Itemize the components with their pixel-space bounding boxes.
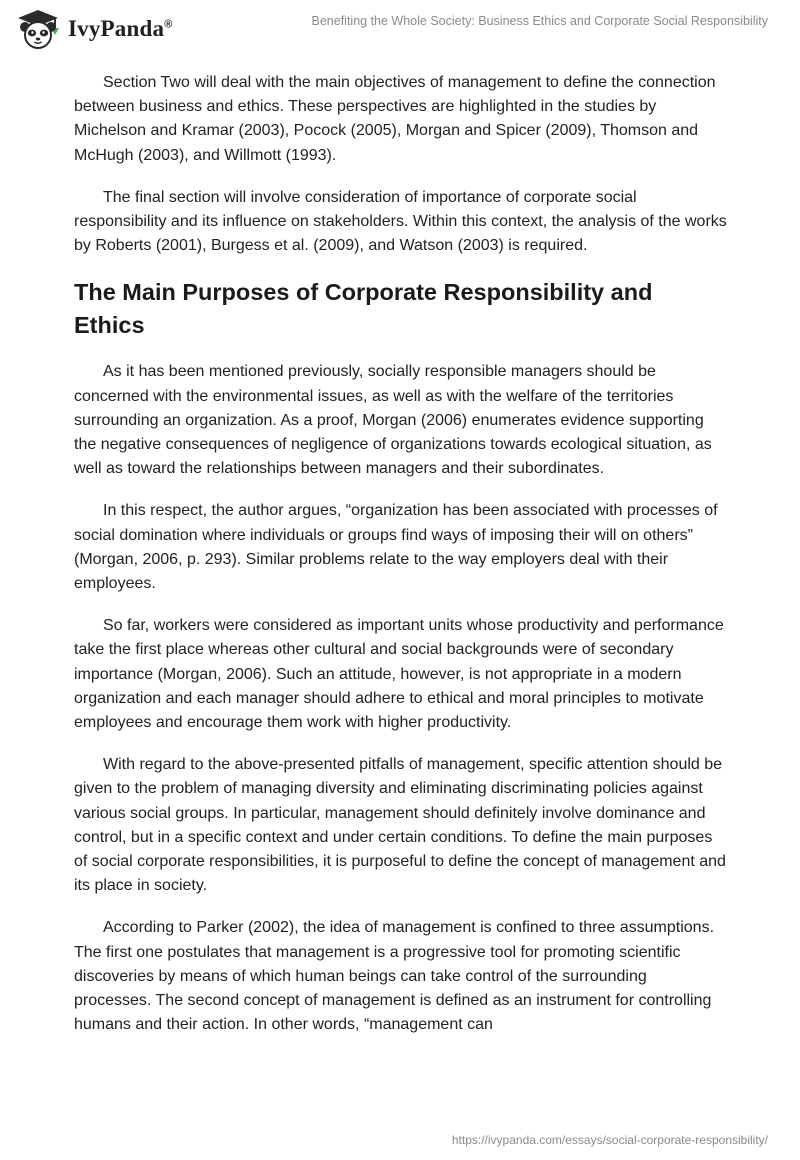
paragraph: Section Two will deal with the main objectives of management to define the connection between business and ethics. These perspectives are highlighted in the studies by Michelson and Kramar (2003), Pocock (2005), Morgan and Spicer (2009), Thomson and McHugh (2003), and Willmott (1993).	[74, 74, 716, 164]
paragraph: As it has been mentioned previously, socially responsible managers should be concerned with the environmental issues, as well as with the welfare of the territories surrounding an organization. As a proof, Morgan (2006) enumerates evidence supporting the negative consequences of negligence of organizations towards ecological situation, as well as toward the relationships between managers and their subordinates.	[74, 363, 712, 478]
paragraph: According to Parker (2002), the idea of management is confined to three assumptions. The first one postulates that management is a progressive tool for promoting scientific discoveries by means of which human beings can take control of the surrounding processes. The second concept of management is defined as an instrument for controlling humans and their action. In other words, “management can	[74, 919, 715, 1034]
logo-name: IvyPanda	[68, 16, 165, 41]
paragraph: So far, workers were considered as important units whose productivity and performance take the first place whereas other cultural and social backgrounds were of secondary importance (Morgan, 2006). Such an attitude, however, is not appropriate in a modern organization and each manager should adhere to ethical and moral principles to motivate employees and encourage them work with higher productivity.	[74, 617, 724, 732]
panda-graduate-icon	[14, 8, 62, 50]
paragraph: The final section will involve consideration of importance of corporate social responsibility and its influence on stakeholders. Within this context, the analysis of the works by Roberts (2001), Burgess et al. (2009), and Watson (2003) is required.	[74, 188, 727, 255]
ivypanda-logo[interactable]	[14, 8, 173, 50]
page-header	[0, 0, 800, 62]
section-heading: The Main Purposes of Corporate Responsibility and Ethics	[74, 279, 653, 339]
registered-mark: ®	[164, 18, 173, 31]
document-title: Benefiting the Whole Society: Business Ethics and Corporate Social Responsibility	[311, 14, 768, 28]
source-url[interactable]: https://ivypanda.com/essays/social-corporate-responsibility/	[451, 1133, 768, 1147]
logo-text	[68, 16, 173, 42]
paragraph: With regard to the above-presented pitfalls of management, specific attention should be given to the problem of managing diversity and eliminating discriminating policies against various social groups. In particular, management should definitely involve dominance and control, but in a specific context and under certain conditions. To define the main purposes of social corporate responsibilities, it is purposeful to define the concept of management and its place in society.	[74, 756, 726, 895]
paragraph: In this respect, the author argues, “organization has been associated with processes of social domination where individuals or groups find ways of imposing their will on others” (Morgan, 2006, p. 293). Similar problems relate to the way employers deal with their employees.	[74, 502, 718, 593]
essay-content	[74, 71, 728, 1056]
